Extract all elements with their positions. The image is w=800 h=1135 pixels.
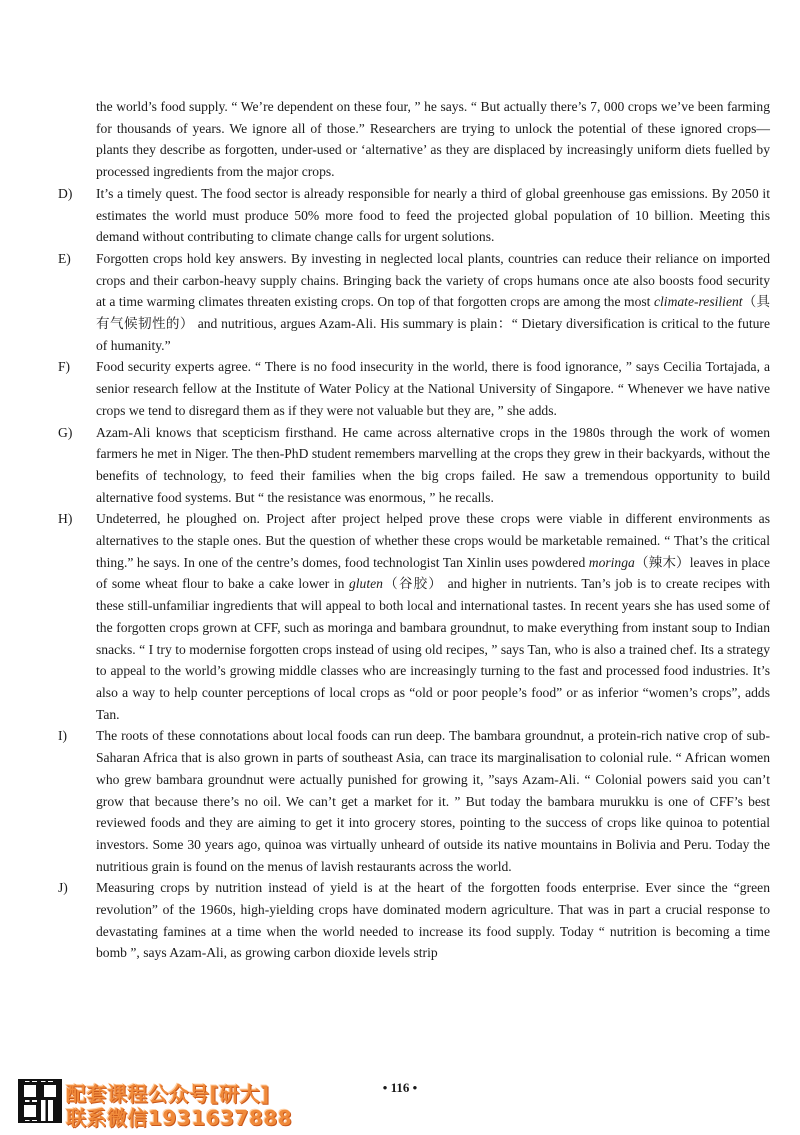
text-run: the world’s food supply. “ We’re dependent on these four, ” he says. “ But actually there’s 7, 000 crops we’ve been farming for thousands of years. We ignore all of those.” Researchers are trying to unlock the potential of these ignored crops—plants they describe as forgotten, under-used or ‘alternative’ as they are displaced by increasingly uniform diets fuelled by processed ingredients from the major crops. — [96, 99, 770, 180]
text-run: Azam-Ali knows that scepticism firsthand. He came across alternative crops in the 1980s through the work of women farmers he met in Niger. The then-PhD student remembers marvelling at the crops they grew in their backyards, without the benefits of technology, to feed their families when the big crops failed. He saw a tremendous opportunity to build alternative food systems. But “ the resistance was enormous, ” he recalls. — [96, 424, 770, 505]
paragraph-letter: J) — [58, 880, 68, 896]
text-run: Food security experts agree. “ There is no food insecurity in the world, there is food ignorance, ” says Cecilia Tortajada, a senior research fellow at the Institute of Water Policy at the National University of Singapore. “ Whenever we have native crops we tend to disregard them as if they were not valuable but they are, ” she adds. — [96, 359, 770, 418]
paragraph-g — [58, 422, 770, 509]
paragraph-d — [58, 183, 770, 248]
paragraph-continued — [58, 96, 770, 183]
paragraph-letter: D) — [58, 185, 73, 201]
paragraph-h — [58, 508, 770, 725]
text-run: （谷胶） and higher in nutrients. Tan’s job is to create recipes with these still-unfamiliar ingredients that will appeal to both local and international tastes. In recent years she has used some of the forgotten crops grown at CFF, such as moringa and bambara groundnut, to make everything from instant soup to Indian snacks. “ I try to modernise forgotten crops instead of using old recipes, ” says Tan, who is also a trained chef. Its a strategy to appeal to the world’s growing middle classes who are increasingly turning to the fast and processed food industries. It’s also a way to help counter perceptions of local crops as “old or poor people’s food” or as inferior “women’s crops”, adds Tan. — [96, 576, 770, 722]
italic-term: climate-resilient — [653, 294, 743, 310]
text-run: Undeterred, he ploughed on. Project after project helped prove these crops were viable in different environments as alternatives to the staple ones. But the question of whether these crops would be marketable remained. “ That’s the critical thing.” he says. In one of the centre’s domes, food technologist Tan Xinlin uses powdered — [96, 511, 770, 570]
paragraph-text — [96, 422, 770, 509]
watermark-line-1: 配套课程公众号[研大] — [66, 1082, 270, 1106]
paragraph-letter: I) — [58, 728, 68, 744]
paragraph-j — [58, 877, 770, 964]
watermark-line-2: 联系微信1931637888 — [66, 1106, 293, 1130]
paragraph-text — [96, 725, 770, 877]
text-run: The roots of these connotations about local foods can run deep. The bambara groundnut, a protein-rich native crop of sub-Saharan Africa that is also grown in parts of southeast Asia, can trace its marginalisation to colonial rule. “ African women who grew bambara groundnut were actually punished for growing it, ”says Azam-Ali. “ Colonial powers said you can’t grow that because there’s no oil. We can’t get a market for it. ” But today the bambara murukku is one of CFF’s best reviewed foods and they are aiming to get it into grocery stores, pointing to the success of crops like quinoa to potential investors. Some 30 years ago, quinoa was virtually unheard of outside its native mountains in Bolivia and Peru. Today the nutritious grain is found on the menus of lavish restaurants across the world. — [96, 728, 770, 874]
text-run: Measuring crops by nutrition instead of yield is at the heart of the forgotten foods enterprise. Ever since the “green revolution” of the 1960s, high-yielding crops have dominated modern agriculture. That was in part a crucial response to devastating famines at a time when the world needed to increase its food supply. Today “ nutrition is becoming a time bomb ”, says Azam-Ali, as growing carbon dioxide levels strip — [96, 880, 770, 961]
paragraph-f — [58, 356, 770, 421]
paragraph-letter: F) — [58, 359, 71, 375]
paragraph-text — [96, 356, 770, 421]
paragraph-letter: E) — [58, 250, 71, 266]
paragraph-letter: H) — [58, 511, 73, 527]
paragraph-text — [96, 183, 770, 248]
italic-term: gluten — [348, 576, 383, 592]
text-run: Forgotten crops hold key answers. By investing in neglected local plants, countries can reduce their reliance on imported crops and their carbon-heavy supply chains. Bringing back the variety of crops humans once ate also boosts food security at a time warming climates threaten existing crops. On top of that forgotten crops are among the most — [96, 250, 770, 310]
text-run: It’s a timely quest. The food sector is already responsible for nearly a third of global greenhouse gas emissions. By 2050 it estimates the world must produce 50% more food to feed the projected global population of 10 billion. Meeting this demand without contributing to climate change calls for urgent solutions. — [96, 185, 770, 245]
paragraph-letter: G) — [58, 424, 73, 440]
italic-term: moringa — [588, 554, 635, 570]
paragraph-text — [96, 96, 770, 183]
text-run: （辣木）leaves in place of some wheat flour to bake a cake lower in — [96, 554, 770, 592]
paragraph-text — [96, 877, 770, 964]
text-run: （具有气候韧性的） and nutritious, argues Azam-Ali. His summary is plain：“ Dietary diversification is critical to the future of humanity.” — [96, 294, 771, 353]
page-number: • 116 • — [382, 1080, 418, 1095]
paragraph-text — [96, 508, 770, 725]
paragraph-i — [58, 725, 770, 877]
paragraph-e — [58, 248, 770, 357]
paragraph-text — [96, 248, 770, 357]
article-body — [58, 96, 770, 964]
